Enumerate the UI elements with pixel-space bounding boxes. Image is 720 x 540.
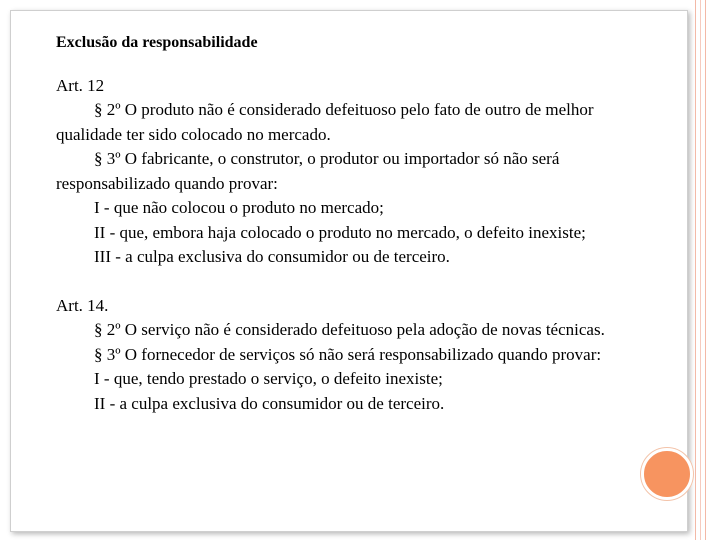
paragraph: § 3º O fornecedor de serviços só não será responsabilizado quando provar: [94,344,602,364]
paragraph: II - a culpa exclusiva do consumidor ou de terceiro. [94,393,445,413]
article-12 [56,74,636,270]
article-14 [56,294,636,417]
decorative-line [695,0,696,540]
slide-content [56,31,636,440]
paragraph: I - que, tendo prestado o serviço, o defeito inexiste; [94,369,443,388]
slide-heading: Exclusão da responsabilidade [56,34,258,51]
paragraph: I - que não colocou o produto no mercado; [94,198,384,217]
paragraph: § 2º O serviço não é considerado defeituoso pela adoção de novas técnicas. [94,320,605,339]
paragraph: III - a culpa exclusiva do consumidor ou de terceiro. [94,247,450,266]
article-title: Art. 12 [56,75,105,95]
decorative-line [705,0,706,540]
decorative-line [700,0,701,540]
decorative-circle-icon [641,448,693,500]
article-title: Art. 14. [56,295,109,315]
paragraph: § 3º O fabricante, o construtor, o produtor ou importador só não será responsabilizado quando provar: [56,149,560,193]
paragraph: II - que, embora haja colocado o produto no mercado, o defeito inexiste; [94,222,586,242]
paragraph: § 2º O produto não é considerado defeituoso pelo fato de outro de melhor qualidade ter sido colocado no mercado. [56,100,594,144]
